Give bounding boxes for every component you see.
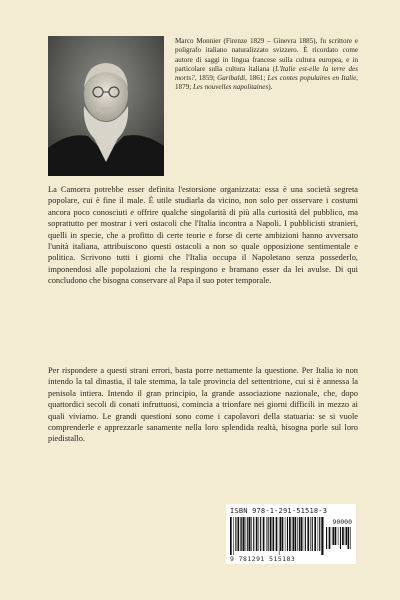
price-code: 90000 (332, 518, 352, 526)
paragraph-text: Per rispondere a questi strani errori, basta porre nettamente la questione. Per Italia io non intendo la tal dinastia, il tale stemma, la tale provincia del settentrione, cui si è annessa la penisola intiera. Intendo il gran principio, la grande associazione nazionale, che, dopo quattordici secoli di conati infruttuosi, comincia a trionfare nei giorni difficili in mezzo ai quali viviamo. Le grandi questioni sono come i capolavori della statuaria: se si vuole comprenderle e apprezzarle sanamente nella loro splendida realtà, bisogna porle sul loro piedistallo. (48, 366, 358, 444)
isbn-barcode (226, 504, 356, 564)
bio-work-title: Garibaldi (217, 74, 246, 83)
barcode-bars (230, 517, 324, 555)
addon-barcode-bars (326, 527, 352, 549)
ean-digits: 9 781291 515183 (230, 555, 296, 563)
paragraph-text: La Camorra potrebbe esser definita l'estorsione organizzata: essa è una società segreta popolare, cui è fine il male. È utile studiarla da vicino, non solo per osservare i costumi ancora poco conosciuti e offrire qualche singolarità di più alla curiosità del pubblico, ma soprattutto per mostrar i veri ostacoli che l'Italia incontra a Napoli. I pubblicisti stranieri, quelli in specie, che a profitto di certe teorie e forse di certe ambizioni hanno avversato l'unità italiana, attribuiscono questi ostacoli a non so quale opposizione sentimentale e politica. Scrivono tutti i giorni che l'Italia occupa il Napoletano senza possederlo, imponendosi alle popolazioni che la respingono e bramano esser da lei avulse. Di qui concludono che bisogna conservare al Papa il suo poter temporale. (48, 185, 358, 286)
author-bio (175, 37, 358, 93)
bio-text: , 1859; (194, 74, 218, 83)
bio-work-title: Les nouvelles napolitaines (192, 83, 269, 92)
blurb-paragraph-1 (48, 184, 358, 287)
bio-work-title: L'Italie est-elle la terre des morts? (175, 64, 358, 83)
portrait-image (48, 36, 164, 176)
blurb-paragraph-2 (48, 365, 358, 445)
bio-text: , 1861; (245, 74, 268, 83)
bio-work-title: Les contes populaires en Italie (267, 74, 357, 83)
isbn-label: ISBN 978-1-291-51518-3 (230, 507, 328, 515)
bio-text: , 1879; (175, 74, 359, 92)
bio-text: ). (268, 83, 273, 92)
author-portrait (48, 36, 164, 176)
bio-text: Marco Monnier (Firenze 1829 – Ginevra 1885), fu scrittore e poligrafo italiano naturalizzato svizzero. È ricordato come autore di saggi in lingua francese sulla cultura europea, e in particolare sulla cultura italiana ( (175, 37, 358, 73)
